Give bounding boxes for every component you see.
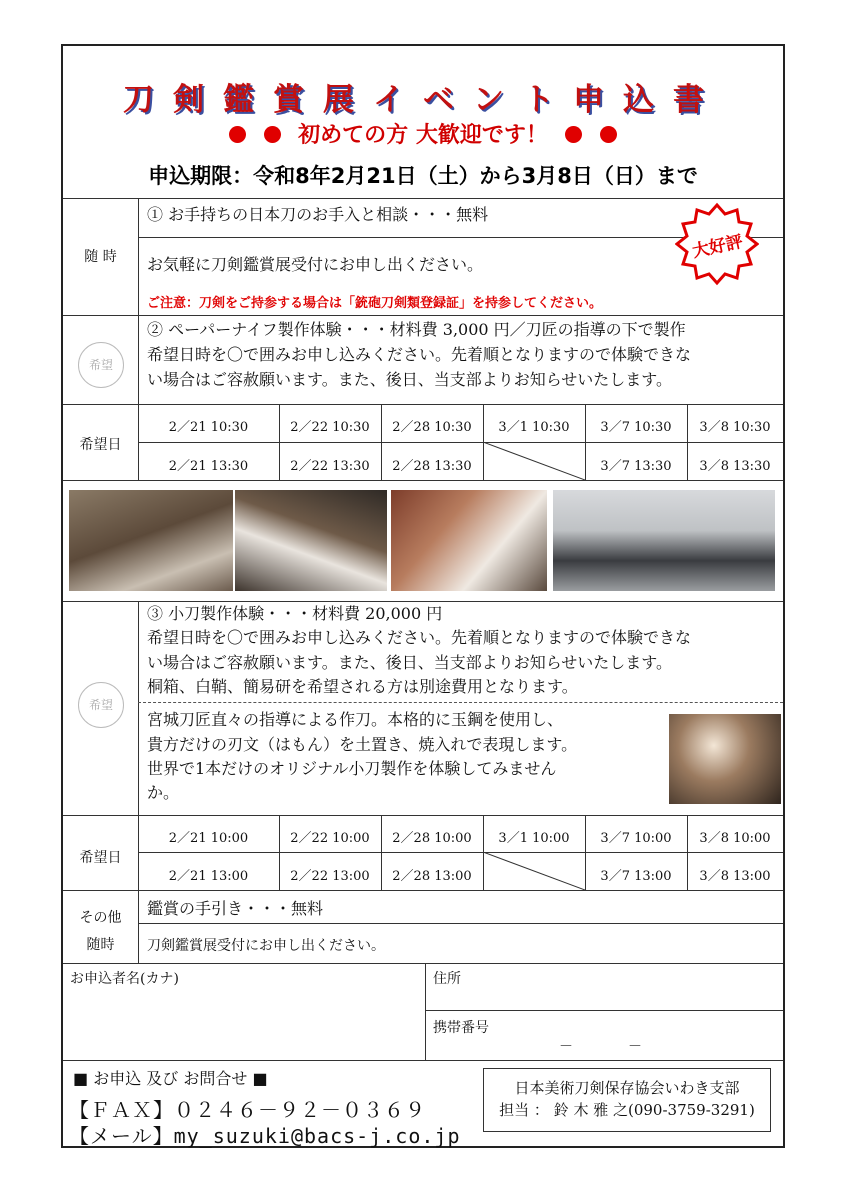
stamp-text: 大好評 — [690, 231, 745, 263]
slot-3-1-1030[interactable]: 3／1 10:30 — [498, 420, 570, 435]
photo-workshop-2 — [235, 490, 387, 591]
section1-label: 随 時 — [84, 249, 117, 265]
section3-line-2: 希望日時を〇で囲みお申し込みください。先着順となりますので体験できな — [147, 628, 692, 647]
red-dot-icon — [229, 126, 246, 143]
section2-schedule-label: 希望日 — [79, 437, 122, 453]
slot-2-28-1030[interactable]: 2／28 10:30 — [392, 420, 472, 435]
slot-2-28-1300[interactable]: 2／28 13:00 — [392, 869, 472, 884]
contact-heading: ■ お申込 及び お問合せ ■ — [73, 1069, 268, 1088]
slot-2-21-1000[interactable]: 2／21 10:00 — [168, 831, 249, 846]
empty-slot-slash — [483, 852, 585, 890]
red-dot-icon — [600, 126, 617, 143]
application-form — [61, 44, 785, 1148]
red-dot-icon — [565, 126, 582, 143]
section1-note: お気軽に刀剣鑑賞展受付にお申し出ください。 — [147, 255, 484, 274]
section3-line-3: い場合はご容赦願います。また、後日、当支部よりお知らせいたします。 — [147, 653, 672, 672]
organization-box — [483, 1068, 771, 1132]
mail-address[interactable]: 【メール】my_suzuki@bacs-j.co.jp — [69, 1124, 461, 1148]
welcome-text: 初めての方 大歓迎です！ — [298, 123, 548, 148]
slot-2-21-1030[interactable]: 2／21 10:30 — [168, 420, 249, 435]
organization-name: 日本美術刀剣保存協会いわき支部 — [514, 1079, 740, 1097]
section2-line-3: い場合はご容赦願います。また、後日、当支部よりお知らせいたします。 — [147, 370, 672, 389]
phone-separator: － — [628, 1039, 642, 1055]
slot-2-21-1300[interactable]: 2／21 13:00 — [168, 869, 249, 884]
photo-exhibition — [553, 490, 775, 591]
slot-3-8-1000[interactable]: 3／8 10:00 — [699, 831, 771, 846]
section3-line-4: 桐箱、白鞘、簡易研を希望される方は別途費用となります。 — [147, 677, 578, 696]
section2-line-2: 希望日時を〇で囲みお申し込みください。先着順となりますので体験できな — [147, 345, 692, 364]
wish-stamp: 希望 — [78, 682, 124, 728]
red-dot-icon — [264, 126, 281, 143]
other-label-anytime: 随時 — [86, 937, 115, 953]
fax-number: 【ＦＡＸ】０２４６－９２－０３６９ — [69, 1098, 426, 1122]
daikouhyou-stamp — [675, 202, 759, 286]
contact-person: 担当 ： 鈴 木 雅 之(090-3759-3291) — [499, 1101, 755, 1119]
slot-3-8-1300[interactable]: 3／8 13:00 — [699, 869, 771, 884]
section1-warning: ご注意：刀剣をご持参する場合は「銃砲刀剣類登録証」を持参してください。 — [147, 296, 603, 311]
slot-3-7-1330[interactable]: 3／7 13:30 — [600, 459, 672, 474]
applicant-name-label: お申込者名(カナ) — [70, 971, 179, 987]
section1-item: ① お手持ちの日本刀のお手入と相談・・・無料 — [147, 205, 489, 224]
address-label: 住所 — [433, 971, 461, 987]
slot-2-28-1330[interactable]: 2／28 13:30 — [392, 459, 472, 474]
photo-knife-making — [669, 714, 781, 804]
slot-2-22-1030[interactable]: 2／22 10:30 — [290, 420, 370, 435]
form-title: 刀剣鑑賞展イベント申込書 — [123, 82, 723, 118]
phone-label: 携帯番号 — [433, 1020, 489, 1036]
other-label: その他 — [79, 910, 122, 926]
slot-3-1-1000[interactable]: 3／1 10:00 — [498, 831, 570, 846]
section3-desc-3: 世界で1本だけのオリジナル小刀製作を体験してみません — [147, 759, 557, 778]
slot-3-8-1330[interactable]: 3／8 13:30 — [699, 459, 771, 474]
other-note: 刀剣鑑賞展受付にお申し出ください。 — [147, 938, 385, 954]
photo-workshop-3 — [391, 490, 547, 591]
slot-3-7-1300[interactable]: 3／7 13:00 — [600, 869, 672, 884]
slot-2-22-1330[interactable]: 2／22 13:30 — [290, 459, 370, 474]
empty-slot-slash — [483, 442, 585, 480]
slot-3-7-1030[interactable]: 3／7 10:30 — [600, 420, 672, 435]
section2-line-1: ② ペーパーナイフ製作体験・・・材料費 3,000 円／刀匠の指導の下で製作 — [147, 320, 686, 339]
section3-schedule-label: 希望日 — [79, 850, 122, 866]
slot-3-7-1000[interactable]: 3／7 10:00 — [600, 831, 672, 846]
slot-2-22-1300[interactable]: 2／22 13:00 — [290, 869, 370, 884]
phone-separator: － — [559, 1039, 573, 1055]
slot-3-8-1030[interactable]: 3／8 10:30 — [699, 420, 771, 435]
section3-desc-4: か。 — [147, 783, 180, 802]
slot-2-28-1000[interactable]: 2／28 10:00 — [392, 831, 472, 846]
deadline-text: 申込期限：令和8年2月21日（土）から3月8日（日）まで — [148, 164, 698, 188]
section3-line-1: ③ 小刀製作体験・・・材料費 20,000 円 — [147, 604, 443, 623]
welcome-banner — [63, 118, 783, 149]
photo-workshop-1 — [69, 490, 233, 591]
slot-2-21-1330[interactable]: 2／21 13:30 — [168, 459, 249, 474]
wish-stamp: 希望 — [78, 342, 124, 388]
slot-2-22-1000[interactable]: 2／22 10:00 — [290, 831, 370, 846]
section3-desc-2: 貴方だけの刃文（はもん）を土置き、焼入れで表現します。 — [147, 735, 578, 754]
section3-desc-1: 宮城刀匠直々の指導による作刀。本格的に玉鋼を使用し、 — [147, 710, 564, 729]
other-item: 鑑賞の手引き・・・無料 — [147, 899, 324, 918]
